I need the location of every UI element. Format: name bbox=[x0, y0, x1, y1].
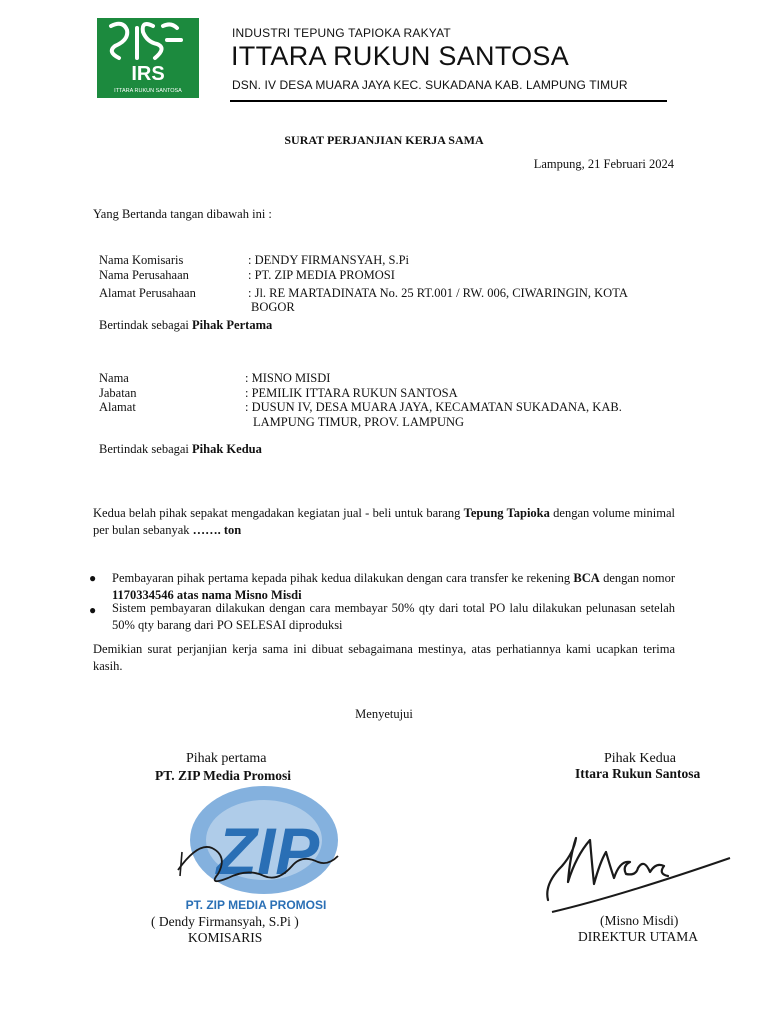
stamp-text: PT. ZIP MEDIA PROMOSI bbox=[185, 898, 327, 912]
party-one-fields bbox=[0, 253, 768, 323]
party-two-signature-label: Pihak Kedua bbox=[604, 751, 676, 766]
bullet-icon: ● bbox=[89, 571, 97, 585]
letterhead-divider bbox=[230, 100, 667, 102]
letterhead-address: DSN. IV DESA MUARA JAYA KEC. SUKADANA KAB. LAMPUNG TIMUR bbox=[232, 78, 628, 92]
field-value: : DUSUN IV, DESA MUARA JAYA, KECAMATAN SUKADANA, KAB. bbox=[245, 400, 622, 414]
term-item bbox=[112, 600, 675, 634]
term-text: Pembayaran pihak pertama kepada pihak kedua dilakukan dengan cara transfer ke rekening bbox=[112, 571, 571, 585]
field-label: Alamat Perusahaan bbox=[99, 286, 196, 300]
field-value: : MISNO MISDI bbox=[245, 371, 331, 385]
role-prefix: Bertindak sebagai bbox=[99, 318, 189, 332]
party-one-signature-org: PT. ZIP Media Promosi bbox=[155, 768, 291, 783]
field-label: Nama Komisaris bbox=[99, 253, 184, 267]
field-value: : DENDY FIRMANSYAH, S.Pi bbox=[248, 253, 410, 267]
agreement-text: Kedua belah pihak sepakat mengadakan kegiatan jual - beli untuk barang bbox=[93, 506, 461, 520]
party-one-title: KOMISARIS bbox=[188, 930, 263, 945]
bullet-icon: ● bbox=[89, 603, 97, 617]
term-text: dengan nomor bbox=[603, 571, 676, 585]
role-name: Pihak Kedua bbox=[192, 442, 262, 456]
term-text: Sistem pembayaran dilakukan dengan cara membayar 50% qty dari total PO lalu dilakukan pelunasan setelah 50% qty barang dari PO SELESAI diproduksi bbox=[112, 601, 675, 632]
agreement-paragraph bbox=[93, 505, 675, 539]
term-bank: BCA bbox=[573, 571, 600, 585]
field-value-continued: BOGOR bbox=[251, 300, 295, 314]
role-name: Pihak Pertama bbox=[192, 318, 273, 332]
field-label: Nama bbox=[99, 371, 129, 385]
party-one-role bbox=[99, 318, 272, 333]
letterhead-subtitle: INDUSTRI TEPUNG TAPIOKA RAKYAT bbox=[232, 26, 451, 40]
document-date: Lampung, 21 Februari 2024 bbox=[533, 157, 674, 171]
field-label: Nama Perusahaan bbox=[99, 268, 189, 282]
field-value: : PEMILIK ITTARA RUKUN SANTOSA bbox=[245, 386, 458, 400]
company-logo bbox=[97, 18, 199, 98]
term-account: 1170334546 atas nama Misno Misdi bbox=[112, 588, 302, 602]
svg-text:ZIP: ZIP bbox=[216, 814, 320, 888]
document-title: SURAT PERJANJIAN KERJA SAMA bbox=[284, 133, 484, 147]
closing-paragraph: Demikian surat perjanjian kerja sama ini dibuat sebagaimana mestinya, atas perhatiannya kami ucapkan terima kasih. bbox=[93, 642, 675, 673]
party-two-title: DIREKTUR UTAMA bbox=[578, 929, 699, 944]
party-two-signature bbox=[540, 822, 740, 914]
intro-text: Yang Bertanda tangan dibawah ini : bbox=[93, 207, 272, 221]
role-prefix: Bertindak sebagai bbox=[99, 442, 189, 456]
logo-caption: ITTARA RUKUN SANTOSA bbox=[114, 88, 182, 94]
field-value: : PT. ZIP MEDIA PROMOSI bbox=[248, 268, 395, 282]
field-value: : Jl. RE MARTADINATA No. 25 RT.001 / RW. 006, CIWARINGIN, KOTA bbox=[248, 286, 628, 300]
approval-label: Menyetujui bbox=[355, 707, 413, 721]
field-label: Jabatan bbox=[99, 386, 137, 400]
letterhead-company: ITTARA RUKUN SANTOSA bbox=[231, 41, 570, 71]
zip-media-stamp bbox=[168, 782, 348, 914]
logo-text: IRS bbox=[131, 63, 165, 85]
party-one-name: ( Dendy Firmansyah, S.Pi ) bbox=[151, 914, 299, 929]
party-two-fields bbox=[0, 371, 768, 431]
party-one-signature-label: Pihak pertama bbox=[186, 751, 267, 766]
agreement-product: Tepung Tapioka bbox=[463, 506, 550, 520]
field-value-continued: LAMPUNG TIMUR, PROV. LAMPUNG bbox=[253, 415, 465, 429]
term-item bbox=[112, 570, 675, 604]
party-two-signature-org: Ittara Rukun Santosa bbox=[575, 766, 701, 781]
party-two-role bbox=[99, 442, 262, 457]
party-two-name: (Misno Misdi) bbox=[600, 913, 679, 928]
agreement-text: dengan volume minimal per bulan sebanyak bbox=[93, 506, 675, 537]
field-label: Alamat bbox=[99, 400, 136, 414]
agreement-quantity: ……. ton bbox=[192, 523, 242, 537]
